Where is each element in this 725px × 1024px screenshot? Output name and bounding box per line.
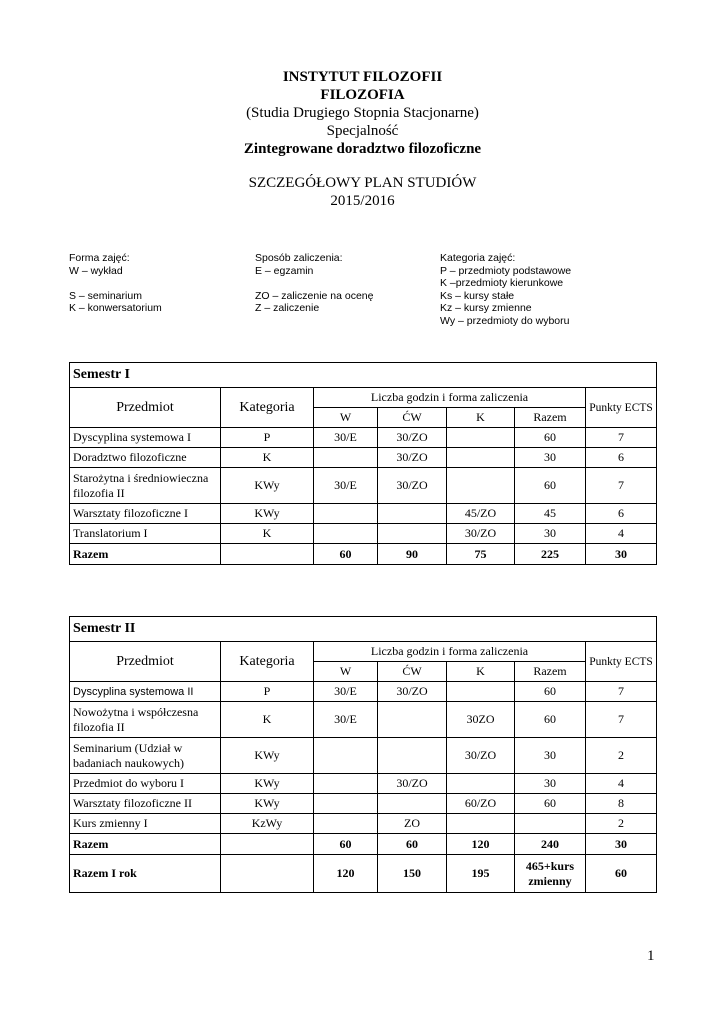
page-number: 1 bbox=[647, 948, 655, 964]
cell-przedmiot: Nowożytna i współczesna filozofia II bbox=[70, 702, 221, 738]
cell-cw bbox=[378, 702, 447, 738]
cell-k: 30ZO bbox=[447, 702, 515, 738]
cell-ects: 7 bbox=[586, 682, 657, 702]
cell-k: 30/ZO bbox=[447, 738, 515, 774]
col-header-k: K bbox=[447, 408, 515, 428]
table-row bbox=[70, 794, 657, 814]
cell-cw: 90 bbox=[378, 544, 447, 565]
cell-przedmiot: Razem I rok bbox=[70, 855, 221, 893]
col-header-w: W bbox=[314, 408, 378, 428]
cell-cw: 30/ZO bbox=[378, 448, 447, 468]
cell-razem: 60 bbox=[515, 702, 586, 738]
cell-cw: 30/ZO bbox=[378, 682, 447, 702]
total-row bbox=[70, 834, 657, 855]
col-header-przedmiot: Przedmiot bbox=[70, 642, 221, 682]
cell-ects: 6 bbox=[586, 504, 657, 524]
cell-k bbox=[447, 448, 515, 468]
institute-name: INSTYTUT FILOZOFII bbox=[282, 69, 443, 85]
cell-ects: 2 bbox=[586, 738, 657, 774]
cell-razem: 225 bbox=[515, 544, 586, 565]
cell-cw: 30/ZO bbox=[378, 428, 447, 448]
program-name: FILOZOFIA bbox=[320, 87, 405, 103]
cell-razem: 30 bbox=[515, 774, 586, 794]
table-row bbox=[70, 814, 657, 834]
cell-ects: 7 bbox=[586, 428, 657, 448]
col-header-kategoria: Kategoria bbox=[221, 388, 314, 428]
col-header-cw: ĆW bbox=[378, 662, 447, 682]
cell-w bbox=[314, 524, 378, 544]
cell-cw: ZO bbox=[378, 814, 447, 834]
cell-w: 60 bbox=[314, 544, 378, 565]
cell-ects: 4 bbox=[586, 774, 657, 794]
cell-kategoria bbox=[221, 544, 314, 565]
table-row bbox=[70, 774, 657, 794]
cell-w: 30/E bbox=[314, 702, 378, 738]
cell-k: 75 bbox=[447, 544, 515, 565]
table-row bbox=[70, 682, 657, 702]
cell-razem: 60 bbox=[515, 428, 586, 448]
cell-w bbox=[314, 738, 378, 774]
cell-przedmiot: Warsztaty filozoficzne II bbox=[70, 794, 221, 814]
cell-kategoria: P bbox=[221, 682, 314, 702]
cell-przedmiot: Dyscyplina systemowa II bbox=[70, 682, 221, 702]
cell-kategoria: K bbox=[221, 448, 314, 468]
cell-k: 30/ZO bbox=[447, 524, 515, 544]
cell-ects: 60 bbox=[586, 855, 657, 893]
cell-cw: 30/ZO bbox=[378, 468, 447, 504]
cell-ects: 7 bbox=[586, 468, 657, 504]
cell-przedmiot: Razem bbox=[70, 544, 221, 565]
cell-w: 120 bbox=[314, 855, 378, 893]
cell-k: 120 bbox=[447, 834, 515, 855]
cell-ects: 30 bbox=[586, 544, 657, 565]
cell-ects: 8 bbox=[586, 794, 657, 814]
cell-przedmiot: Seminarium (Udział w badaniach naukowych) bbox=[70, 738, 221, 774]
semester-1-table bbox=[69, 362, 657, 565]
table-row bbox=[70, 448, 657, 468]
col-header-cw: ĆW bbox=[378, 408, 447, 428]
cell-kategoria: KWy bbox=[221, 468, 314, 504]
cell-ects: 6 bbox=[586, 448, 657, 468]
cell-kategoria: KWy bbox=[221, 794, 314, 814]
legend-kategoria: Kategoria zajęć: P – przedmioty podstawowe K –przedmioty kierunkowe Ks – kursy stałe Kz – kursy zmienne Wy – przedmioty do wyboru bbox=[440, 252, 572, 327]
cell-kategoria bbox=[221, 855, 314, 893]
study-level: (Studia Drugiego Stopnia Stacjonarne) bbox=[246, 105, 479, 121]
semester-title: Semestr II bbox=[70, 617, 657, 642]
specialty-label: Specjalność bbox=[326, 123, 399, 139]
plan-title: SZCZEGÓŁOWY PLAN STUDIÓW bbox=[248, 175, 477, 191]
cell-w bbox=[314, 814, 378, 834]
cell-w: 60 bbox=[314, 834, 378, 855]
cell-ects: 7 bbox=[586, 702, 657, 738]
col-header-liczba: Liczba godzin i forma zaliczenia bbox=[314, 388, 586, 408]
cell-cw: 150 bbox=[378, 855, 447, 893]
academic-year: 2015/2016 bbox=[330, 193, 395, 209]
cell-przedmiot: Warsztaty filozoficzne I bbox=[70, 504, 221, 524]
cell-kategoria: P bbox=[221, 428, 314, 448]
col-header-ects: Punkty ECTS bbox=[586, 388, 657, 428]
col-header-ects: Punkty ECTS bbox=[586, 642, 657, 682]
cell-cw bbox=[378, 524, 447, 544]
cell-kategoria: K bbox=[221, 524, 314, 544]
col-header-w: W bbox=[314, 662, 378, 682]
cell-razem: 30 bbox=[515, 524, 586, 544]
year-total-row bbox=[70, 855, 657, 893]
cell-przedmiot: Starożytna i średniowieczna filozofia II bbox=[70, 468, 221, 504]
total-row bbox=[70, 544, 657, 565]
cell-przedmiot: Razem bbox=[70, 834, 221, 855]
col-header-k: K bbox=[447, 662, 515, 682]
col-header-liczba: Liczba godzin i forma zaliczenia bbox=[314, 642, 586, 662]
cell-razem: 240 bbox=[515, 834, 586, 855]
legend-forma: Forma zajęć: W – wykład S – seminarium K – konwersatorium bbox=[69, 252, 162, 315]
cell-w: 30/E bbox=[314, 428, 378, 448]
col-header-razem: Razem bbox=[515, 662, 586, 682]
cell-kategoria: KWy bbox=[221, 738, 314, 774]
cell-ects: 30 bbox=[586, 834, 657, 855]
cell-razem: 30 bbox=[515, 448, 586, 468]
cell-razem bbox=[515, 814, 586, 834]
table-row bbox=[70, 504, 657, 524]
semester-title: Semestr I bbox=[70, 363, 657, 388]
semester-2-table bbox=[69, 616, 657, 893]
cell-razem: 30 bbox=[515, 738, 586, 774]
cell-cw bbox=[378, 794, 447, 814]
cell-kategoria: KzWy bbox=[221, 814, 314, 834]
cell-cw bbox=[378, 738, 447, 774]
cell-w bbox=[314, 448, 378, 468]
cell-razem: 60 bbox=[515, 682, 586, 702]
cell-przedmiot: Dyscyplina systemowa I bbox=[70, 428, 221, 448]
cell-cw bbox=[378, 504, 447, 524]
cell-przedmiot: Przedmiot do wyboru I bbox=[70, 774, 221, 794]
cell-ects: 2 bbox=[586, 814, 657, 834]
table-row bbox=[70, 468, 657, 504]
table-row bbox=[70, 702, 657, 738]
cell-cw: 30/ZO bbox=[378, 774, 447, 794]
col-header-razem: Razem bbox=[515, 408, 586, 428]
cell-k bbox=[447, 682, 515, 702]
cell-k: 195 bbox=[447, 855, 515, 893]
cell-k: 45/ZO bbox=[447, 504, 515, 524]
cell-kategoria: K bbox=[221, 702, 314, 738]
cell-k bbox=[447, 468, 515, 504]
cell-ects: 4 bbox=[586, 524, 657, 544]
cell-kategoria bbox=[221, 834, 314, 855]
legend-sposob: Sposób zaliczenia: E – egzamin ZO – zaliczenie na ocenę Z – zaliczenie bbox=[255, 252, 374, 315]
cell-razem: 60 bbox=[515, 468, 586, 504]
cell-k: 60/ZO bbox=[447, 794, 515, 814]
cell-w: 30/E bbox=[314, 682, 378, 702]
col-header-kategoria: Kategoria bbox=[221, 642, 314, 682]
cell-cw: 60 bbox=[378, 834, 447, 855]
document-header bbox=[0, 68, 725, 210]
cell-przedmiot: Kurs zmienny I bbox=[70, 814, 221, 834]
cell-razem: 465+kurs zmienny bbox=[515, 855, 586, 893]
cell-w: 30/E bbox=[314, 468, 378, 504]
cell-przedmiot: Translatorium I bbox=[70, 524, 221, 544]
cell-razem: 45 bbox=[515, 504, 586, 524]
table-row bbox=[70, 428, 657, 448]
cell-razem: 60 bbox=[515, 794, 586, 814]
cell-przedmiot: Doradztwo filozoficzne bbox=[70, 448, 221, 468]
table-row bbox=[70, 524, 657, 544]
cell-kategoria: KWy bbox=[221, 504, 314, 524]
table-row bbox=[70, 738, 657, 774]
cell-w bbox=[314, 504, 378, 524]
col-header-przedmiot: Przedmiot bbox=[70, 388, 221, 428]
cell-k bbox=[447, 774, 515, 794]
cell-w bbox=[314, 774, 378, 794]
cell-k bbox=[447, 428, 515, 448]
cell-w bbox=[314, 794, 378, 814]
specialty-name: Zintegrowane doradztwo filozoficzne bbox=[243, 141, 482, 157]
cell-kategoria: KWy bbox=[221, 774, 314, 794]
cell-k bbox=[447, 814, 515, 834]
